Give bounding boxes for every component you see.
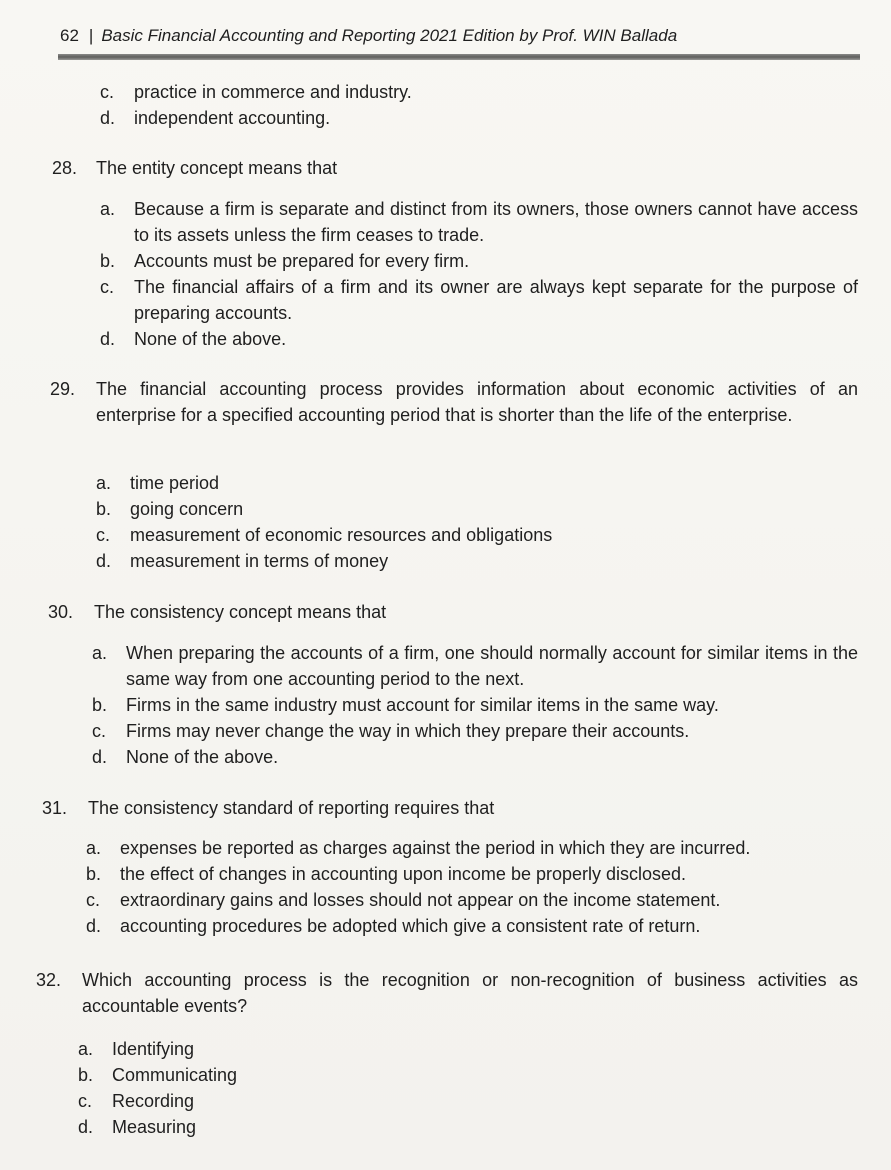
question-31-options xyxy=(86,835,858,939)
question-number: 28. xyxy=(52,158,78,178)
option-c xyxy=(78,1088,678,1114)
header-separator: | xyxy=(88,26,94,45)
option-text: going concern xyxy=(130,499,244,519)
option-d xyxy=(92,744,858,770)
option-c xyxy=(92,718,858,744)
question-number: 31. xyxy=(42,798,68,818)
option-d xyxy=(86,913,858,939)
option-a xyxy=(78,1036,678,1062)
question-32-options xyxy=(78,1036,678,1140)
option-d xyxy=(100,105,800,131)
carryover-options xyxy=(100,79,800,131)
option-text: The financial affairs of a firm and its owner are always kept separate for the purpose of preparing accounts. xyxy=(134,277,858,323)
question-number: 32. xyxy=(36,970,62,990)
option-text: extraordinary gains and losses should not appear on the income statement. xyxy=(120,890,721,910)
option-b xyxy=(92,692,858,718)
question-text: The consistency concept means that xyxy=(94,602,387,622)
option-text: practice in commerce and industry. xyxy=(134,82,412,102)
option-label: c. xyxy=(92,721,107,741)
option-c xyxy=(86,887,858,913)
option-text: Firms in the same industry must account for similar items in the same way. xyxy=(126,695,719,715)
option-a xyxy=(100,196,858,248)
option-b xyxy=(96,496,796,522)
question-stem xyxy=(42,795,858,821)
option-text: measurement of economic resources and obligations xyxy=(130,525,553,545)
option-text: the effect of changes in accounting upon income be properly disclosed. xyxy=(120,864,687,884)
option-text: expenses be reported as charges against the period in which they are incurred. xyxy=(120,838,751,858)
option-b xyxy=(78,1062,678,1088)
option-label: d. xyxy=(86,916,102,936)
question-32 xyxy=(36,967,858,1019)
option-a xyxy=(86,835,858,861)
option-c xyxy=(96,522,796,548)
option-label: a. xyxy=(100,199,116,219)
option-label: d. xyxy=(96,551,112,571)
option-b xyxy=(86,861,858,887)
option-label: b. xyxy=(78,1065,94,1085)
option-text: independent accounting. xyxy=(134,108,331,128)
option-label: c. xyxy=(96,525,111,545)
question-28 xyxy=(52,155,858,181)
question-29 xyxy=(50,376,858,428)
question-stem xyxy=(48,599,858,625)
option-text: time period xyxy=(130,473,220,493)
option-text: Recording xyxy=(112,1091,195,1111)
option-label: a. xyxy=(92,643,108,663)
option-text: Accounts must be prepared for every firm. xyxy=(134,251,470,271)
option-text: None of the above. xyxy=(126,747,279,767)
option-label: a. xyxy=(78,1039,94,1059)
option-d xyxy=(100,326,858,352)
question-30 xyxy=(48,599,858,625)
question-number: 29. xyxy=(50,379,76,399)
option-text: None of the above. xyxy=(134,329,287,349)
option-d xyxy=(78,1114,678,1140)
option-label: d. xyxy=(100,108,116,128)
question-28-options xyxy=(100,196,858,352)
option-text: When preparing the accounts of a firm, one should normally account for similar items in the same way from one accounting period to the next. xyxy=(126,643,858,689)
option-label: c. xyxy=(100,82,115,102)
option-text: Firms may never change the way in which they prepare their accounts. xyxy=(126,721,690,741)
option-label: a. xyxy=(96,473,112,493)
option-label: b. xyxy=(86,864,102,884)
option-label: d. xyxy=(78,1117,94,1137)
question-text: Which accounting process is the recognition or non-recognition of business activities as accountable events? xyxy=(82,970,858,1016)
header-rule xyxy=(58,54,860,60)
question-stem xyxy=(52,155,858,181)
option-label: a. xyxy=(86,838,102,858)
option-b xyxy=(100,248,858,274)
question-31 xyxy=(42,795,858,821)
question-29-options xyxy=(96,470,796,574)
page-header xyxy=(60,24,860,48)
question-text: The financial accounting process provides information about economic activities of an enterprise for a specified accounting period that is shorter than the life of the enterprise. xyxy=(96,379,858,425)
page-number: 62 xyxy=(60,26,79,45)
option-label: b. xyxy=(96,499,112,519)
option-label: c. xyxy=(100,277,115,297)
option-d xyxy=(96,548,796,574)
option-a xyxy=(92,640,858,692)
option-text: accounting procedures be adopted which give a consistent rate of return. xyxy=(120,916,701,936)
question-number: 30. xyxy=(48,602,74,622)
option-label: c. xyxy=(86,890,101,910)
question-text: The entity concept means that xyxy=(96,158,338,178)
option-text: Identifying xyxy=(112,1039,195,1059)
option-label: d. xyxy=(100,329,116,349)
option-text: measurement in terms of money xyxy=(130,551,389,571)
option-label: b. xyxy=(100,251,116,271)
question-30-options xyxy=(92,640,858,770)
option-label: b. xyxy=(92,695,108,715)
book-title: Basic Financial Accounting and Reporting 2021 Edition by Prof. WIN Ballada xyxy=(101,26,678,45)
option-label: d. xyxy=(92,747,108,767)
option-text: Measuring xyxy=(112,1117,197,1137)
option-c xyxy=(100,274,858,326)
option-a xyxy=(96,470,796,496)
question-stem xyxy=(36,967,858,1019)
option-text: Communicating xyxy=(112,1065,238,1085)
question-text: The consistency standard of reporting requires that xyxy=(88,798,495,818)
option-text: Because a firm is separate and distinct from its owners, those owners cannot have access to its assets unless the firm ceases to trade. xyxy=(134,199,858,245)
question-stem xyxy=(50,376,858,428)
option-label: c. xyxy=(78,1091,93,1111)
option-c xyxy=(100,79,800,105)
